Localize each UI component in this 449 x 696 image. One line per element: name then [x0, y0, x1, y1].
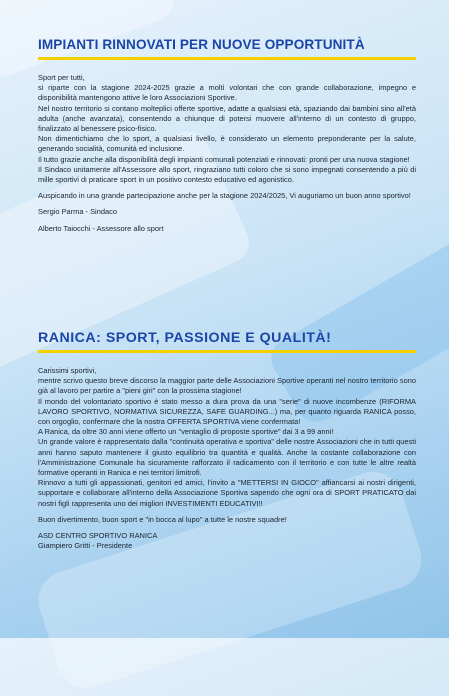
section-title: IMPIANTI RINNOVATI PER NUOVE OPPORTUNITÀ [38, 37, 365, 52]
signature: ASD CENTRO SPORTIVO RANICA [38, 531, 158, 541]
signature: Alberto Taiocchi - Assessore allo sport [38, 223, 164, 233]
paragraph: A Ranica, da oltre 30 anni viene offerto un "ventaglio di proposte sportive" dai 3 a 99 anni! [38, 427, 334, 437]
title-underline [38, 57, 416, 60]
paragraph: Il Sindaco unitamente all'Assessore allo sport, ringraziano tutti coloro che si sono impegnati consentendo a più di mille sportivi di praticare sport in un positivo contesto educativo ed agonistico. [38, 164, 416, 185]
section-body [38, 366, 416, 551]
paragraph: mentre scrivo questo breve discorso la maggior parte delle Associazioni Sportive operanti nel nostro territorio sono già al lavoro per partire a "pieni giri" con la prossima stagione! [38, 376, 416, 396]
closing-text: Buon divertimento, buon sport e "in bocca al lupo" a tutte le nostre squadre! [38, 514, 287, 524]
paragraph: Un grande valore è rappresentato dalla "continuità operativa e sportiva" delle nostre Associazioni che in tutti questi anni hanno saputo mantenere il giusto equilibrio tra quantità e qualità. Anche la costante collaborazione con l'Amministrazione Comunale ha sicuramente rafforzato il radicamento con il territorio e con tutte le altre realtà formative operanti in Ranica e nei territori limitrofi. [38, 437, 416, 478]
section-body [38, 73, 416, 234]
signature: Sergio Parma - Sindaco [38, 207, 117, 217]
paragraph: si riparte con la stagione 2024-2025 grazie a moltì volontari che con grande collaborazione, impegno e disponibilità mantengono attive le loro Associazioni Sportive. [38, 83, 416, 103]
paragraph: Il tutto grazie anche alla disponibilità degli impianti comunali potenziati e rinnovati: pronti per una nuova stagione! [38, 154, 410, 164]
title-underline [38, 350, 416, 353]
paragraph: Il mondo del volontariato sportivo è stato messo a dura prova da una "serie" di nuove incombenze (RIFORMA LAVORO SPORTIVO, NORMATIVA SICUREZZA, SAFE GUARDING...) ma, per quanto riguarda RANICA posso, con orgoglio, confermare che la nostra OFFERTA SPORTIVA viene confermata! [38, 396, 416, 427]
paragraph: Rinnovo a tutti gli appassionati, genitori ed amici, l'invito a "METTERSI IN GIOCO" affiancarsi ai nostri dirigenti, supportare e collaborare all'interno della Associazione Sportiva sapendo che ogni ora di SPORT PRATICATO dai nostri figli rappresenta uno dei migliori INVESTIMENTI EDUCATIVI!! [38, 478, 416, 508]
section-ranica [38, 330, 416, 551]
signature: Giampiero Gritti - Presidente [38, 541, 133, 551]
paragraph: Carissimi sportivi, [38, 366, 97, 375]
paragraph: Nel nostro territorio si contano molteplici offerte sportive, adatte a qualsiasi età, spaziando dai bambini sino all'età adulta (anche avanzata), consentendo a chiunque di potersi muovere all'interno di un contesto di gruppo, finalizzato al benessere psico-fisico. [38, 103, 416, 134]
paragraph: Non dimentichiamo che lo sport, a qualsiasi livello, è considerato un elemento preponderante per la salute, generando socialità, comunità ed inclusione. [38, 134, 416, 154]
section-title: RANICA: SPORT, PASSIONE E QUALITÀ! [38, 330, 332, 346]
section-impianti [38, 37, 416, 234]
closing-text: Auspicando in una grande partecipazione anche per la stagione 2024/2025, Vi auguriamo un buon anno sportivo! [38, 191, 411, 201]
paragraph: Sport per tutti, [38, 73, 85, 82]
